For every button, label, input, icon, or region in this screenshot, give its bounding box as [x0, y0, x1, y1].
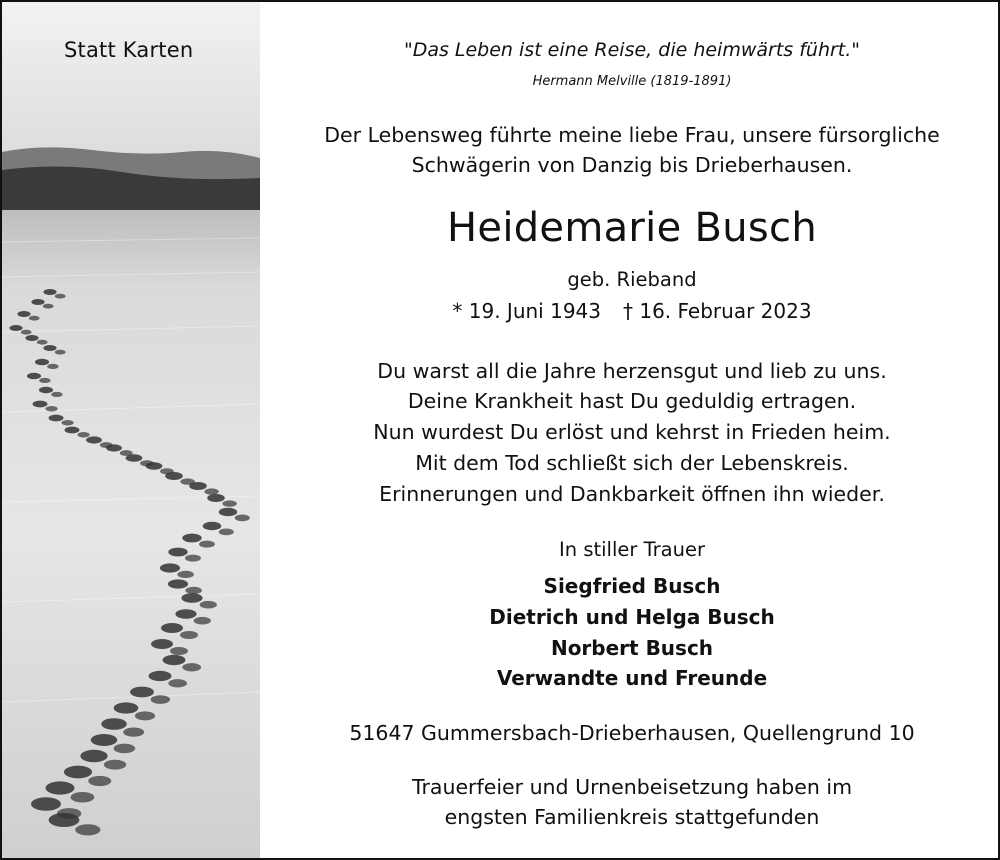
footprint	[64, 766, 92, 779]
footprint	[49, 415, 64, 422]
footprint	[88, 776, 111, 786]
intro-line: Der Lebensweg führte meine liebe Frau, unsere fürsorgliche	[324, 123, 940, 147]
service-note: Trauerfeier und Urnenbeisetzung haben im	[411, 775, 853, 799]
footprint	[170, 647, 188, 655]
footprint	[203, 522, 221, 530]
footprint	[204, 488, 218, 494]
footprint	[80, 750, 107, 762]
footprint	[31, 797, 61, 811]
footprint	[101, 718, 127, 730]
footprint	[37, 340, 48, 345]
footprint	[47, 364, 59, 369]
footprint	[181, 593, 202, 603]
footprint	[71, 792, 95, 803]
footprint	[17, 311, 30, 317]
footprint	[77, 432, 89, 437]
footprint	[219, 508, 237, 516]
footprint	[123, 727, 144, 736]
footprint	[160, 563, 180, 572]
footprint	[51, 392, 63, 397]
footprint	[161, 623, 183, 633]
footprint	[55, 350, 66, 355]
poem-line: Du warst all die Jahre herzensgut und lieb zu uns.	[377, 359, 887, 383]
footprint	[75, 824, 100, 835]
mourning-heading: In stiller Trauer	[559, 538, 705, 561]
footprint	[33, 401, 48, 408]
obituary-text	[272, 2, 992, 858]
footprint	[35, 359, 49, 365]
mourner-name: Siegfried Busch	[543, 574, 721, 598]
footprint	[39, 387, 53, 393]
maiden-name: geb. Rieband	[567, 268, 697, 291]
footprint	[45, 781, 74, 794]
footprint	[151, 695, 170, 704]
footprint	[189, 482, 207, 490]
poem-line: Erinnerungen und Dankbarkeit öffnen ihn wieder.	[379, 482, 885, 506]
footprint	[168, 548, 187, 557]
footprint	[177, 571, 194, 578]
footprint	[182, 663, 201, 671]
mourner-name: Verwandte und Freunde	[496, 666, 768, 690]
footprint	[29, 316, 40, 321]
footprint	[207, 494, 225, 502]
beach-footprints-photo	[2, 2, 260, 858]
mourner-name: Dietrich und Helga Busch	[489, 605, 775, 629]
footprint	[185, 587, 202, 594]
footprint	[25, 335, 38, 341]
footprint	[106, 444, 122, 451]
footprint	[55, 294, 66, 299]
quote-author: Hermann Melville (1819-1891)	[532, 74, 732, 89]
footprint	[185, 555, 201, 562]
poem-line: Mit dem Tod schließt sich der Lebenskreis.	[415, 451, 849, 475]
footprint	[199, 541, 215, 548]
death-date: † 16. Februar 2023	[623, 299, 812, 323]
footprint	[135, 711, 155, 720]
footprint	[43, 289, 56, 295]
footprint	[114, 744, 136, 754]
footprint	[151, 639, 173, 649]
quote-text: "Das Leben ist eine Reise, die heimwärts führt."	[403, 39, 861, 61]
footprint	[182, 534, 201, 543]
footprint	[39, 378, 51, 383]
footprint	[175, 609, 196, 619]
footprint	[49, 813, 80, 827]
footprint	[165, 472, 183, 480]
footprint	[31, 299, 44, 305]
birth-date: * 19. Juni 1943	[452, 299, 601, 323]
intro-line: Schwägerin von Danzig bis Drieberhausen.	[411, 153, 853, 177]
footprint	[219, 529, 234, 536]
poem-line: Deine Krankheit hast Du geduldig ertragen.	[407, 389, 857, 413]
footprint	[163, 655, 186, 665]
footprint	[222, 500, 236, 506]
footprint	[235, 515, 250, 522]
footprint	[168, 679, 187, 687]
footprint	[200, 601, 217, 609]
footprint	[45, 406, 57, 411]
footprint	[61, 420, 73, 425]
service-note: engsten Familienkreis stattgefunden	[444, 805, 820, 829]
footprint	[130, 687, 154, 698]
statt-karten-label: Statt Karten	[64, 38, 194, 62]
footprint	[86, 436, 102, 443]
footprint	[43, 304, 54, 309]
footprint	[194, 617, 211, 625]
footprint	[146, 462, 163, 470]
mourner-name: Norbert Busch	[550, 636, 714, 660]
address: 51647 Gummersbach-Drieberhausen, Quellengrund 10	[349, 721, 915, 745]
footprint	[21, 330, 32, 335]
footprint	[9, 325, 22, 331]
poem-line: Nun wurdest Du erlöst und kehrst in Frieden heim.	[373, 420, 891, 444]
footprint	[168, 579, 188, 588]
footprint	[180, 631, 198, 639]
footprint	[104, 760, 126, 770]
life-dates	[272, 299, 992, 323]
footprint	[114, 702, 139, 713]
footprint	[91, 734, 117, 746]
footprint	[43, 345, 56, 351]
deceased-name: Heidemarie Busch	[447, 205, 817, 251]
footprint	[126, 454, 143, 462]
footprint	[65, 427, 80, 434]
footprint	[27, 373, 41, 379]
footprint	[149, 671, 172, 681]
